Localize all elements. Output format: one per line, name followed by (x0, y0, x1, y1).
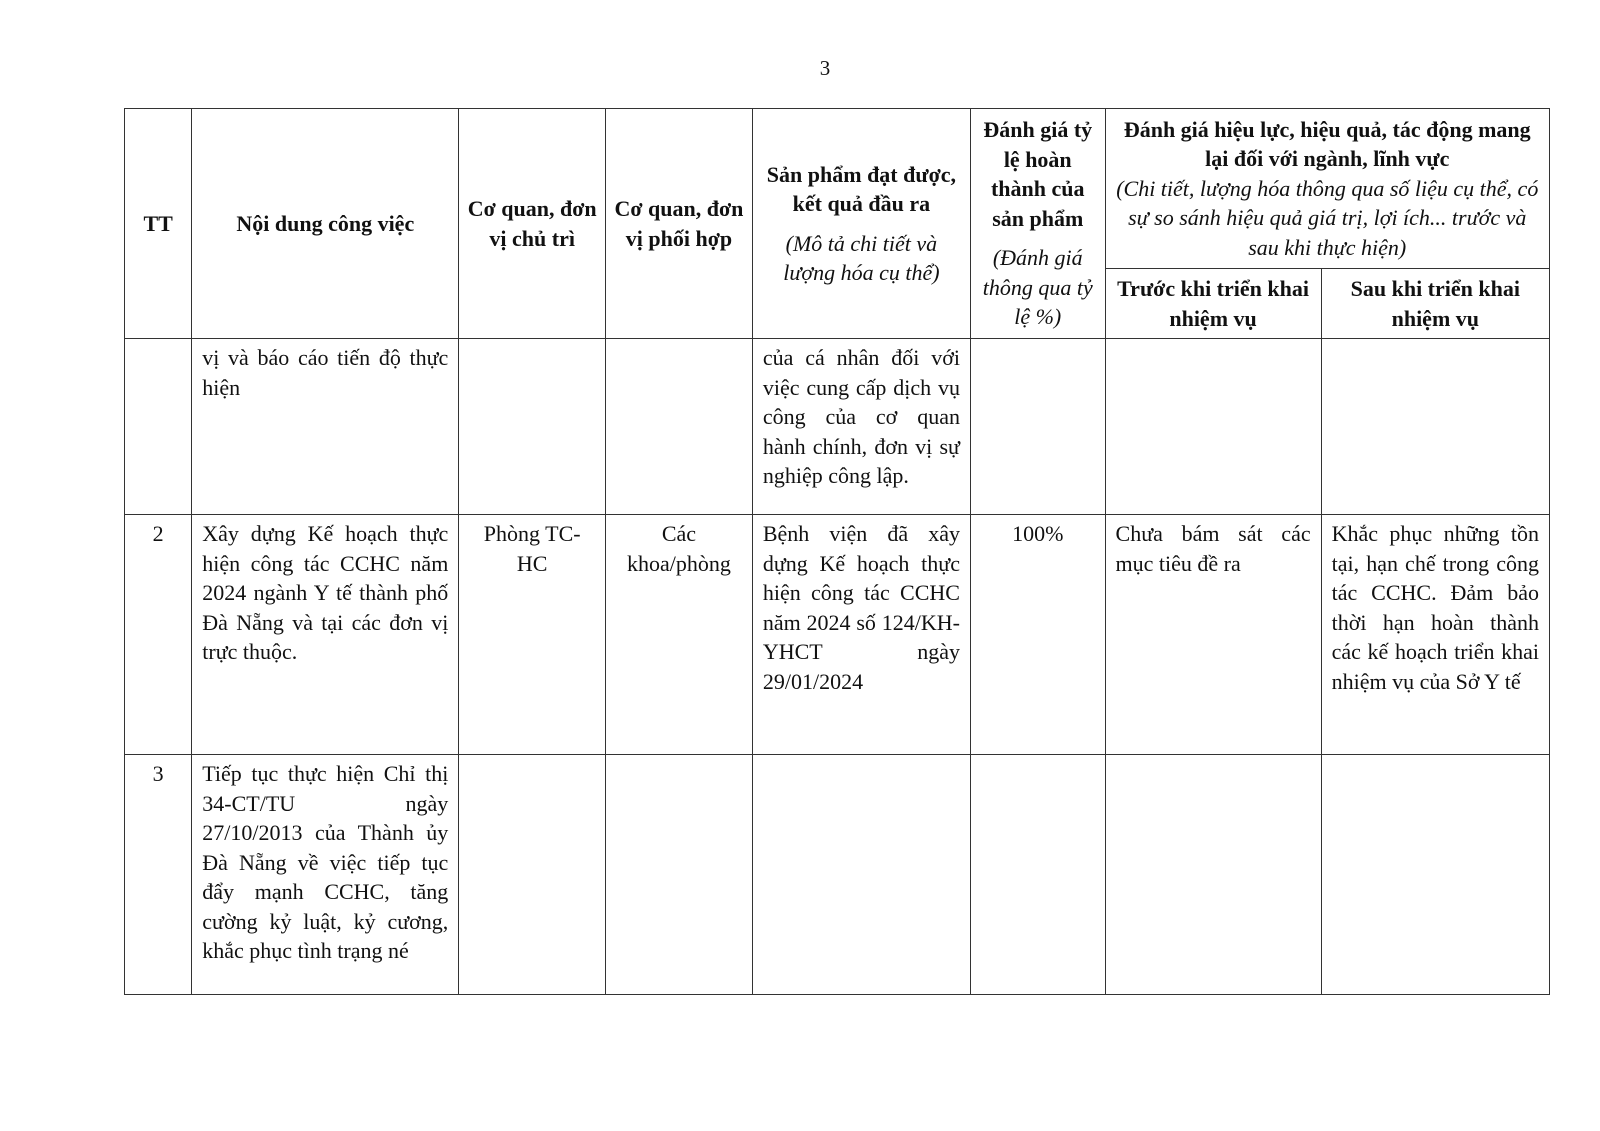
cell-product (752, 755, 970, 995)
cell-completion (970, 755, 1105, 995)
cell-before (1105, 755, 1321, 995)
table-row (125, 339, 1550, 515)
header-lead-agency: Cơ quan, đơn vị chủ trì (459, 109, 606, 339)
cell-content: Tiếp tục thực hiện Chỉ thị 34-CT/TU ngày 27/10/2013 của Thành ủy Đà Nẵng về việc tiếp tục đẩy mạnh CCHC, tăng cường kỷ luật, kỷ cương, khắc phục tình trạng né (192, 755, 459, 995)
header-row (125, 109, 1550, 269)
header-product (752, 109, 970, 339)
header-completion-note: (Đánh giá thông qua tỷ lệ %) (982, 245, 1093, 330)
header-completion-title: Đánh giá tỷ lệ hoàn thành của sản phẩm (983, 117, 1093, 231)
cell-before: Chưa bám sát các mục tiêu đề ra (1105, 515, 1321, 755)
cell-before (1105, 339, 1321, 515)
table-row (125, 515, 1550, 755)
header-impact-note: (Chi tiết, lượng hóa thông qua số liệu cụ thể, có sự so sánh hiệu quả giá trị, lợi ích... trước và sau khi thực hiện) (1116, 175, 1539, 260)
cell-after (1321, 755, 1549, 995)
cell-coop (606, 755, 753, 995)
cell-coop (606, 339, 753, 515)
cell-tt: 2 (125, 515, 192, 755)
table-row (125, 755, 1550, 995)
header-content: Nội dung công việc (192, 109, 459, 339)
header-completion (970, 109, 1105, 339)
page-number: 3 (819, 56, 831, 80)
header-after: Sau khi triển khai nhiệm vụ (1321, 269, 1549, 339)
cell-after (1321, 339, 1549, 515)
header-before: Trước khi triển khai nhiệm vụ (1105, 269, 1321, 339)
header-tt: TT (125, 109, 192, 339)
header-product-title: Sản phẩm đạt được, kết quả đầu ra (766, 161, 957, 216)
header-product-note: (Mô tả chi tiết và lượng hóa cụ thể) (783, 230, 940, 285)
cell-content: vị và báo cáo tiến độ thực hiện (192, 339, 459, 515)
cell-completion (970, 339, 1105, 515)
cell-after: Khắc phục những tồn tại, hạn chế trong công tác CCHC. Đảm bảo thời hạn hoàn thành các kế hoạch triển khai nhiệm vụ của Sở Y tế (1321, 515, 1549, 755)
header-impact (1105, 109, 1549, 269)
report-table (124, 108, 1550, 995)
cell-product: của cá nhân đối với việc cung cấp dịch vụ công của cơ quan hành chính, đơn vị sự nghiệp công lập. (752, 339, 970, 515)
cell-completion: 100% (970, 515, 1105, 755)
cell-tt: 3 (125, 755, 192, 995)
cell-lead: Phòng TC-HC (459, 515, 606, 755)
cell-coop: Các khoa/phòng (606, 515, 753, 755)
cell-lead (459, 339, 606, 515)
header-coop-agency: Cơ quan, đơn vị phối hợp (606, 109, 753, 339)
cell-content: Xây dựng Kế hoạch thực hiện công tác CCHC năm 2024 ngành Y tế thành phố Đà Nẵng và tại các đơn vị trực thuộc. (192, 515, 459, 755)
cell-product: Bệnh viện đã xây dựng Kế hoạch thực hiện công tác CCHC năm 2024 số 124/KH-YHCT ngày 29/01/2024 (752, 515, 970, 755)
cell-tt (125, 339, 192, 515)
cell-lead (459, 755, 606, 995)
header-impact-title: Đánh giá hiệu lực, hiệu quả, tác động mang lại đối với ngành, lĩnh vực (1123, 116, 1531, 172)
